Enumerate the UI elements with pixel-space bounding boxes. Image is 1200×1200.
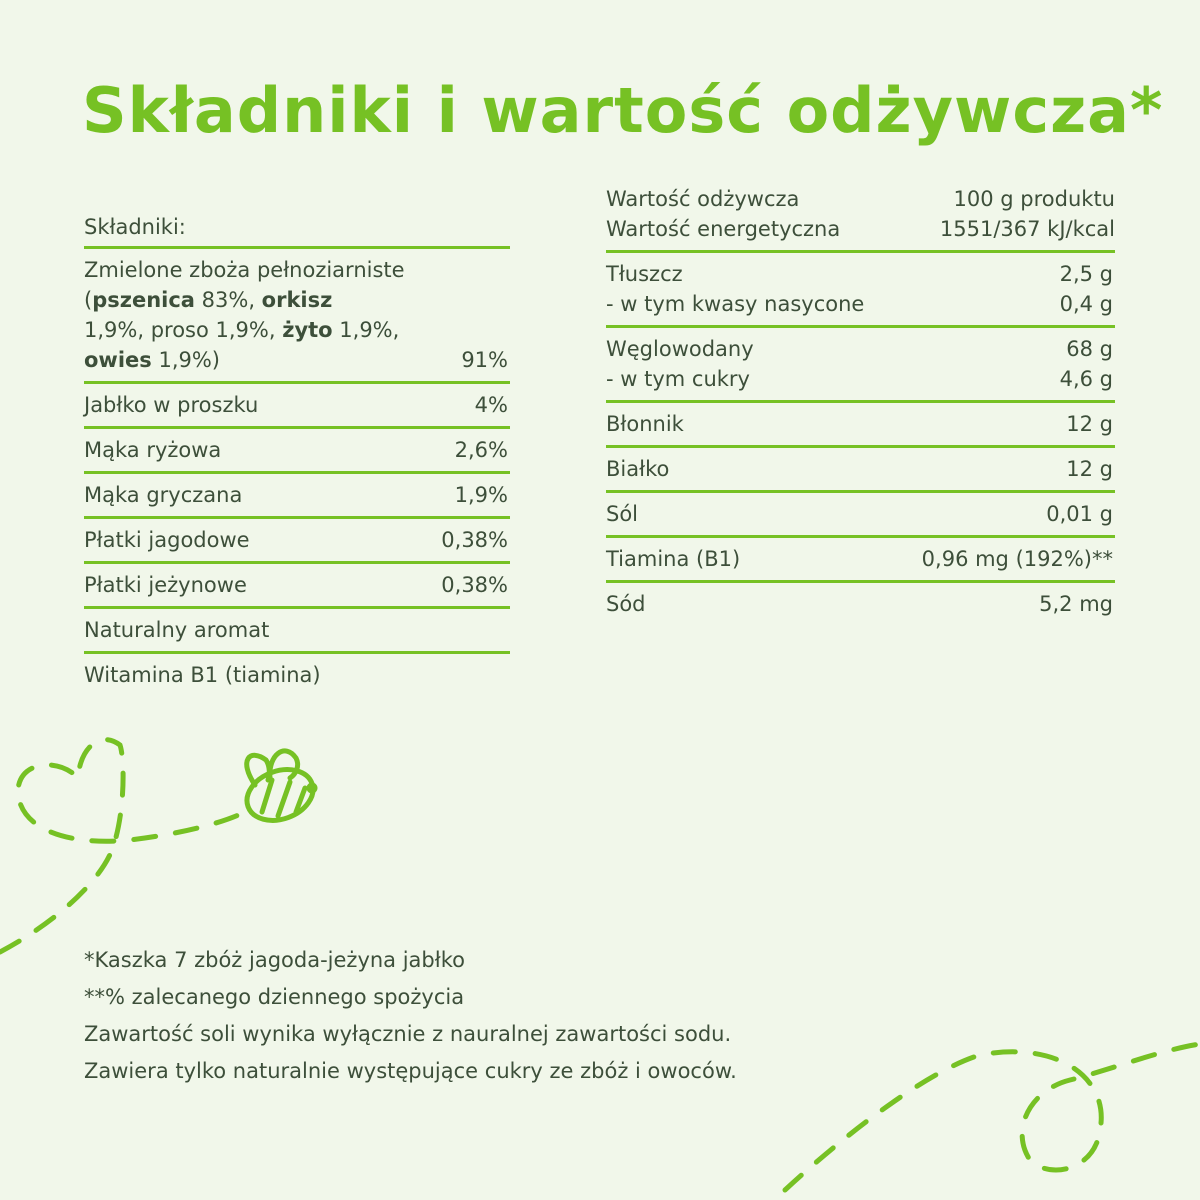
nutrition-head-label: Wartość odżywcza: [606, 187, 800, 211]
footnotes: [84, 942, 844, 1090]
ingredient-value: 4%: [474, 393, 508, 417]
oats-pct: 1,9%): [151, 348, 221, 372]
ingredient-row: [84, 609, 510, 654]
spelt-name: orkisz: [261, 288, 333, 312]
nutrition-value: 12 g: [1066, 457, 1113, 481]
ingredient-label: Naturalny aromat: [84, 618, 270, 642]
wheat-pct: 83%,: [194, 288, 262, 312]
ingredient-cereals-value: 91%: [461, 348, 508, 372]
nutrition-value: 0,01 g: [1046, 502, 1113, 526]
nutrition-row-carbs: [606, 328, 1115, 403]
ingredient-label: Jabłko w proszku: [84, 393, 259, 417]
ingredient-row-cereals: [84, 249, 510, 384]
fat-sub-label: - w tym kwasy nasycone: [606, 292, 865, 316]
oats-name: owies: [84, 348, 152, 372]
page-title: Składniki i wartość odżywcza*: [82, 74, 1164, 147]
footnote: Zawiera tylko naturalnie występujące cukry ze zbóż i owoców.: [84, 1059, 737, 1083]
nutrition-value: 12 g: [1066, 412, 1113, 436]
bee-icon: [240, 751, 320, 829]
nutrition-value: 0,96 mg (192%)**: [921, 547, 1113, 571]
carbs-sub-label: - w tym cukry: [606, 367, 750, 391]
ingredient-value: 2,6%: [454, 438, 508, 462]
nutrition-value: 5,2 mg: [1039, 592, 1113, 616]
ingredient-row: [84, 384, 510, 429]
footnote: Zawartość soli wynika wyłącznie z nauralnej zawartości sodu.: [84, 1022, 732, 1046]
nutrition-label: Sód: [606, 592, 646, 616]
nutrition-row: [606, 583, 1115, 625]
cereals-line1: Zmielone zboża pełnoziarniste: [84, 258, 405, 282]
nutrition-label: Białko: [606, 457, 670, 481]
fat-label: Tłuszcz: [606, 262, 683, 286]
ingredient-value: 0,38%: [441, 573, 508, 597]
ingredient-label: Mąka gryczana: [84, 483, 243, 507]
nutrition-row-fat: [606, 253, 1115, 328]
nutrition-row: [606, 448, 1115, 493]
fat-value: 2,5 g: [1059, 262, 1113, 286]
nutrition-header: [606, 184, 1115, 253]
nutrition-row: [606, 493, 1115, 538]
ingredient-value: 1,9%: [454, 483, 508, 507]
ingredient-label: Mąka ryżowa: [84, 438, 222, 462]
ingredient-row: [84, 474, 510, 519]
nutrition-row: [606, 403, 1115, 448]
footnote: **% zalecanego dziennego spożycia: [84, 985, 465, 1009]
ingredient-row: [84, 654, 510, 696]
ingredient-label: Płatki jeżynowe: [84, 573, 247, 597]
carbs-sub-value: 4,6 g: [1059, 367, 1113, 391]
nutrition-label: Sól: [606, 502, 639, 526]
spelt-pct: 1,9%, proso 1,9%,: [84, 318, 283, 342]
nutrition-table: [606, 184, 1115, 625]
nutrition-label: Tiamina (B1): [606, 547, 741, 571]
ingredient-row: [84, 564, 510, 609]
ingredient-cereals-label: [84, 255, 447, 375]
ingredients-header-row: [84, 212, 510, 249]
nutrition-head-value: 100 g produktu: [953, 187, 1115, 211]
ingredient-value: 0,38%: [441, 528, 508, 552]
nutrition-row: [606, 538, 1115, 583]
carbs-label: Węglowodany: [606, 337, 754, 361]
ingredients-list: [84, 212, 510, 696]
carbs-value: 68 g: [1066, 337, 1113, 361]
rye-name: żyto: [282, 318, 333, 342]
ingredient-row: [84, 429, 510, 474]
energy-value: 1551/367 kJ/kcal: [939, 217, 1115, 241]
wheat-name: pszenica: [92, 288, 195, 312]
rye-pct: 1,9%,: [332, 318, 400, 342]
paren-open: (: [84, 288, 93, 312]
footnote: *Kaszka 7 zbóż jagoda-jeżyna jabłko: [84, 948, 465, 972]
energy-label: Wartość energetyczna: [606, 217, 841, 241]
ingredient-label: Witamina B1 (tiamina): [84, 663, 321, 687]
nutrition-label: Błonnik: [606, 412, 684, 436]
ingredients-header: Składniki:: [84, 215, 186, 239]
ingredient-row: [84, 519, 510, 564]
ingredient-label: Płatki jagodowe: [84, 528, 250, 552]
fat-sub-value: 0,4 g: [1059, 292, 1113, 316]
